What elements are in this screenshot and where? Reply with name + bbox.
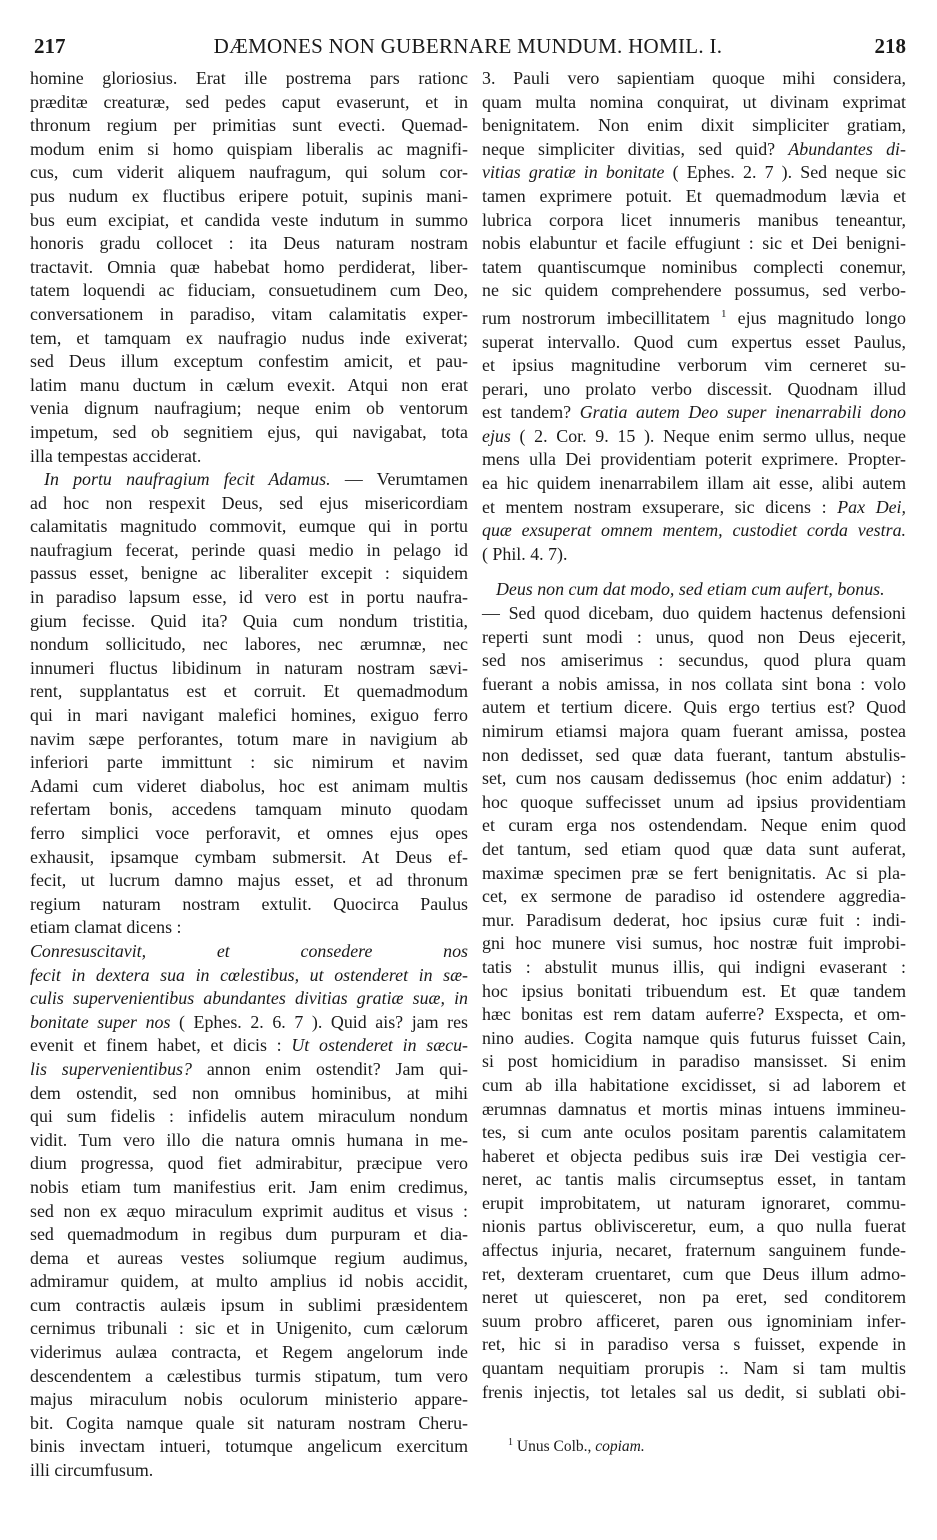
- text-line: ad hoc non respexit Deus, sed ejus misericordiam: [30, 492, 468, 513]
- text-line: neret ut quiesceret, non pa eret, sed conditorem: [482, 1287, 906, 1308]
- scripture-ref-5: ( Phil. 4. 7).: [482, 543, 568, 564]
- text-line: mens ulla Dei providentiam poterit exprimere. Propter-: [482, 449, 906, 470]
- right-line-imbecillitatem: rum nostrorum imbecillitatem: [482, 307, 710, 328]
- text-line: bit. Cogita namque quale sit naturam nostram Cheru-: [30, 1412, 468, 1433]
- quote-pax-dei-a: Pax Dei,: [837, 496, 907, 517]
- text-line: sed non ex æquo miraculum exprimit auditus et visus :: [30, 1200, 468, 1221]
- text-line: admiramur quidem, at multo amplius id nobis accidit,: [30, 1271, 468, 1292]
- footnote: [508, 1433, 888, 1457]
- quote-conresuscitavit-4: bonitate super nos: [30, 1011, 171, 1032]
- page-number-right: 218: [874, 34, 906, 58]
- text-line: neret, ac tantis malis circumseptus esset, in tantam: [482, 1169, 906, 1190]
- text-line: pus nudum ex fluctibus eripere potuit, supinis mani-: [30, 185, 468, 206]
- text-line: præditæ creaturæ, sed pedes caput evaserunt, et in: [30, 91, 468, 112]
- text-line: mur. Paradisum dederat, hoc ipsius curæ fuit : indi-: [482, 909, 906, 930]
- text-line: cet, ex sermone de paradiso id ostendere aggredia-: [482, 886, 906, 907]
- text-line: nobis elabuntur et facile effugiunt : sic et Dei benigni-: [482, 233, 906, 254]
- text-line: tamen exprimere potuit. Et quemadmodum lævia et: [482, 185, 906, 206]
- footnote-variant: copiam.: [595, 1438, 645, 1456]
- text-line: calamitatis magnitudo commovit, eumque qui in portu: [30, 516, 468, 537]
- text-line: dema et aureas vestes soliumque regium audimus,: [30, 1247, 468, 1268]
- scripture-ref-3: ( Ephes. 2. 7 ).: [672, 162, 793, 183]
- after-ref-3: Sed neque sic: [800, 162, 906, 183]
- text-line: set, cum nos causam dedissemus (hoc enim addatur) :: [482, 768, 906, 789]
- scripture-ref-1: ( Ephes. 2. 6. 7 ).: [179, 1011, 323, 1032]
- right-column: [482, 67, 906, 1404]
- after-ref-4: Neque enim sermo ullus, neque: [663, 425, 906, 446]
- text-line: quam multa nomina conquirat, ut divinam exprimat: [482, 91, 906, 112]
- text-line: superat intervallo. Quod cum expertus esset Paulus,: [482, 331, 906, 352]
- quote-ut-ostenderet-a: Ut ostenderet in sæcu-: [291, 1035, 468, 1056]
- text-line: quantam nequitiam prorupis :. Nam si tam multis: [482, 1358, 906, 1379]
- left-line-dicis: evenit et finem habet, et dicis :: [30, 1035, 282, 1056]
- footnote-text: Unus Colb.,: [516, 1438, 592, 1456]
- text-line: reperti sunt modi : unus, quod non Deus ejecerit,: [482, 626, 906, 647]
- section-first-line: — Verumtamen: [344, 469, 468, 490]
- text-line: ferro simplici voce perforavit, et omnes ejus opes: [30, 823, 468, 843]
- text-line: cus, cum viderit aliquem naufragum, qui solum cor-: [30, 162, 468, 183]
- text-line: nondum sollicitudo, nec labores, nec ærumnæ, nec: [30, 634, 468, 655]
- text-line: refertam bonis, accedens tamquam minuto quodam: [30, 799, 468, 820]
- right-line-tandem: est tandem?: [482, 402, 572, 423]
- left-paragraph-2-tail: [30, 1082, 468, 1483]
- text-line: affectus injuria, necaret, fraternum sanguinem funde-: [482, 1240, 906, 1261]
- footnote-mark: 1: [508, 1437, 513, 1448]
- text-line: non dedisset, sed quæ data fuerant, tantum abstulis-: [482, 744, 906, 765]
- text-line: ret, hic si in paradiso versa s fuisset, expende in: [482, 1334, 906, 1355]
- text-line: exhausit, ipsamque cymbam submersit. At Deus ef-: [30, 846, 468, 867]
- text-line: perari, uno prolato verbo discessit. Quodnam illud: [482, 378, 906, 399]
- right-section-body: [482, 602, 906, 1404]
- text-line: conversationem in paradiso, vitam calamitatis exper-: [30, 303, 468, 324]
- text-line: sed quemadmodum in regibus dum purpuram et dia-: [30, 1224, 468, 1245]
- section-heading-deus: Deus non cum dat modo, sed etiam cum aufert, bonus.: [496, 579, 885, 600]
- text-line: et ipsius magnitudine verborum vim cerneret su-: [482, 355, 906, 376]
- text-line: viderimus aulæa contracta, et Regem angelorum inde: [30, 1342, 468, 1363]
- text-line: Adami cum videret diabolus, hoc est animam multis: [30, 775, 468, 796]
- text-line: navim sæpe perforantes, totum mare in navigium ab: [30, 728, 468, 749]
- section-heading-adamus: In portu naufragium fecit Adamus.: [44, 469, 331, 490]
- right-paragraph-3-body: [482, 185, 906, 303]
- right-line-magnitudo: ejus magnitudo longo: [737, 307, 906, 328]
- text-line: dem ostendit, sed non omnibus hominibus, at mihi: [30, 1082, 468, 1103]
- quote-gratia-a: Gratia autem Deo super inenarrabili dono: [579, 402, 906, 423]
- right-paragraph-3-end: [482, 448, 906, 495]
- text-line: qui in mari navigant malefici homines, exiguo ferro: [30, 705, 468, 726]
- text-line: tractavit. Omnia quæ habebat homo perdiderat, liber-: [30, 256, 468, 277]
- text-line: etiam clamat dicens :: [30, 917, 182, 938]
- text-line: et curam erga nos ostendendam. Neque enim quod: [482, 815, 906, 836]
- left-line-annon: annon enim ostendit? Jam qui-: [206, 1058, 468, 1079]
- right-line-quid: neque simpliciter divitias, sed quid?: [482, 138, 776, 159]
- text-line: bus eum excipiat, et candida veste indutum in summo: [30, 209, 468, 230]
- text-line: nino audies. Cogita namque quis futurus fuisset Cain,: [482, 1027, 906, 1048]
- left-column: [30, 67, 468, 1483]
- text-line: impetum, sed ob segnitiem ejus, qui navigabat, tota: [30, 421, 468, 442]
- text-line: benignitatem. Non enim dixit simpliciter gratiam,: [482, 115, 906, 136]
- after-ref-1: Quid ais? jam res: [330, 1011, 468, 1032]
- quote-conresuscitavit-1: Conresuscitavit, et consedere nos: [30, 940, 468, 961]
- left-paragraph-1: [30, 67, 468, 468]
- text-line: sed nos amiserimus : secundus, quod plura quam: [482, 650, 906, 671]
- text-line: homine gloriosius. Erat ille postrema pars rationc: [30, 68, 468, 88]
- text-line: tatem loquendi ac fiduciam, consuetudinem cum Deo,: [30, 280, 468, 301]
- text-line: gium fecisse. Quid ita? Quia cum nondum tristitia,: [30, 610, 468, 631]
- text-line: honoris gradu collocet : ita Deus naturam nostram: [30, 233, 468, 254]
- text-line: tem, et tamquam ex naufragio nudus inde exiverat;: [30, 327, 468, 348]
- text-line: autem et tertium dicere. Quis ergo tertius est? Quod: [482, 697, 906, 718]
- text-line: tatis : abstulit munus illis, qui indigni evaserant :: [482, 956, 906, 977]
- text-line: hoc quoque suffecisset unum ad ipsius providentiam: [482, 791, 906, 812]
- text-line: nobis etiam tum manifestius erit. Jam enim credimus,: [30, 1176, 468, 1197]
- text-line: latim manu ductum in cælum evexit. Atqui non erat: [30, 374, 468, 395]
- page-number-left: 217: [34, 34, 66, 58]
- text-line: tes, si cum ante oculos positam parentis calamitatem: [482, 1122, 906, 1143]
- text-line: passus esset, benigne ac liberaliter excepit : siquidem: [30, 563, 468, 584]
- text-line: tatem quantiscumque nominibus complecti conemur,: [482, 256, 906, 277]
- text-line: maximæ specimen præ se fert benignitatis. Ac si pla-: [482, 862, 906, 883]
- text-line: naufragium fecerat, perinde quasi medio in pelago id: [30, 539, 468, 560]
- quote-conresuscitavit-2: fecit in dextera sua in cœlestibus, ut ostenderet in sæ-: [30, 964, 468, 985]
- text-line: ne sic quidem comprehendere possumus, sed verbo-: [482, 280, 906, 301]
- left-section-2: [30, 468, 468, 1483]
- text-line: dium progressa, quod fiet admirabitur, præcipue vero: [30, 1153, 468, 1174]
- text-line: nimirum etiamsi majora quam fuerant amissa, postea: [482, 721, 906, 741]
- quote-gratia-b: ejus: [482, 425, 511, 446]
- quote-conresuscitavit-3: culis supervenientibus abundantes divitias gratiæ suæ, in: [30, 988, 468, 1009]
- text-line: innumeri fluctus libidinum in naturam nostram sævi-: [30, 657, 468, 678]
- footnote-reference-mark[interactable]: 1: [721, 307, 727, 320]
- quote-ut-ostenderet-b: lis supervenientibus?: [30, 1058, 192, 1079]
- text-line: thronum regium per primitias sunt evecti. Quemad-: [30, 115, 468, 136]
- text-line: ea hic quidem inenarrabilem illam ait esse, alibi autem: [482, 473, 906, 494]
- text-line: venia dignum naufragium; neque enim ob ventorum: [30, 398, 468, 419]
- text-line: fecit, ut lucrum damno majus esset, et ad thronum: [30, 870, 468, 891]
- quote-abundantes-a: Abundantes di-: [788, 138, 906, 159]
- text-line: erupit improbitatem, ut naturam ignoraret, commu-: [482, 1192, 906, 1213]
- text-line: majus miraculum nobis oculorum ministerio appare-: [30, 1389, 468, 1410]
- text-line: gni hoc munere visi sumus, hoc nostræ fuit improbi-: [482, 933, 906, 954]
- text-line: ret, dexteram cruentaret, cum que Deus illum admo-: [482, 1263, 906, 1284]
- text-line: inferiori parte immittunt : sic nimirum et navim: [30, 752, 468, 773]
- text-line: qui sum fidelis : infidelis autem miraculum nondum: [30, 1106, 468, 1127]
- text-line: frenis injectis, tot letales sal us dedit, si sublati obi-: [482, 1381, 906, 1402]
- right-line-dicens: et mentem nostram exsuperare, sic dicens :: [482, 496, 827, 517]
- text-line: 3. Pauli vero sapientiam quoque mihi considera,: [482, 68, 906, 88]
- text-line: fuerant a nobis amissa, in nos collata sint bona : volo: [482, 673, 906, 694]
- text-line: in paradiso lapsum esse, id vero est in portu naufra-: [30, 587, 468, 608]
- text-line: illi circumfusum.: [30, 1460, 154, 1481]
- running-header: [30, 34, 906, 62]
- running-title: DÆMONES NON GUBERNARE MUNDUM. HOMIL. I.: [213, 34, 723, 58]
- text-line: — Sed quod dicebam, duo quidem hactenus defensioni: [482, 603, 906, 624]
- scripture-ref-4: ( 2. Cor. 9. 15 ).: [519, 425, 655, 446]
- text-line: suum probro afficeret, paren ous ignominiam infer-: [482, 1310, 906, 1331]
- text-line: cum contractis aulæis ipsum in sublimi præsidentem: [30, 1294, 468, 1315]
- text-line: cum ab illa habitatione excidisset, si ad laborem et: [482, 1074, 906, 1095]
- text-line: hoc ipsius bonitati tribuendum est. Et quæ tandem: [482, 980, 906, 1001]
- right-paragraph-3-start: [482, 67, 906, 138]
- text-line: regium naturam nostram extulit. Quocirca Paulus: [30, 893, 468, 914]
- quote-pax-dei-b: quæ exsuperat omnem mentem, custodiet corda vestra.: [482, 520, 906, 541]
- text-line: lubrica corpora licet innumeris manibus teneantur,: [482, 209, 906, 230]
- text-line: det tantum, sed etiam quod quæ data sunt auferat,: [482, 838, 906, 859]
- text-line: ærumnas damnatus et mortis minas intuens immineu-: [482, 1098, 906, 1119]
- text-line: haberet et objecta pedibus suis iræ Dei vestigia cer-: [482, 1145, 906, 1166]
- text-line: nionis partus oblivisceretur, eum, a quo nulla fuerat: [482, 1216, 906, 1237]
- text-line: cernimus tribunali : sic et in Unigenito, cum cælorum: [30, 1318, 468, 1339]
- text-line: rent, supplantatus est et corruit. Et quemadmodum: [30, 681, 468, 702]
- text-line: binis invectam intueri, totumque angelicum exercitum: [30, 1436, 468, 1457]
- right-paragraph-3-cont: [482, 331, 906, 402]
- left-paragraph-2-body: [30, 492, 468, 940]
- text-line: si post homicidium in paradiso mansisset. Si enim: [482, 1051, 906, 1072]
- text-line: hæc bonitas est rem datam auferre? Exspecta, et om-: [482, 1004, 906, 1025]
- text-line: sed Deus illum exceptum confestim amicit, et pau-: [30, 351, 468, 372]
- text-line: descendentem a cælestibus turmis stipatum, tum vero: [30, 1365, 468, 1386]
- text-line: illa tempestas acciderat.: [30, 445, 202, 466]
- text-line: modum enim si homo quispiam liberalis ac magnifi-: [30, 138, 468, 159]
- quote-abundantes-b: vitias gratiæ in bonitate: [482, 162, 665, 183]
- text-line: vidit. Tum vero illo die natura omnis humana in me-: [30, 1129, 468, 1150]
